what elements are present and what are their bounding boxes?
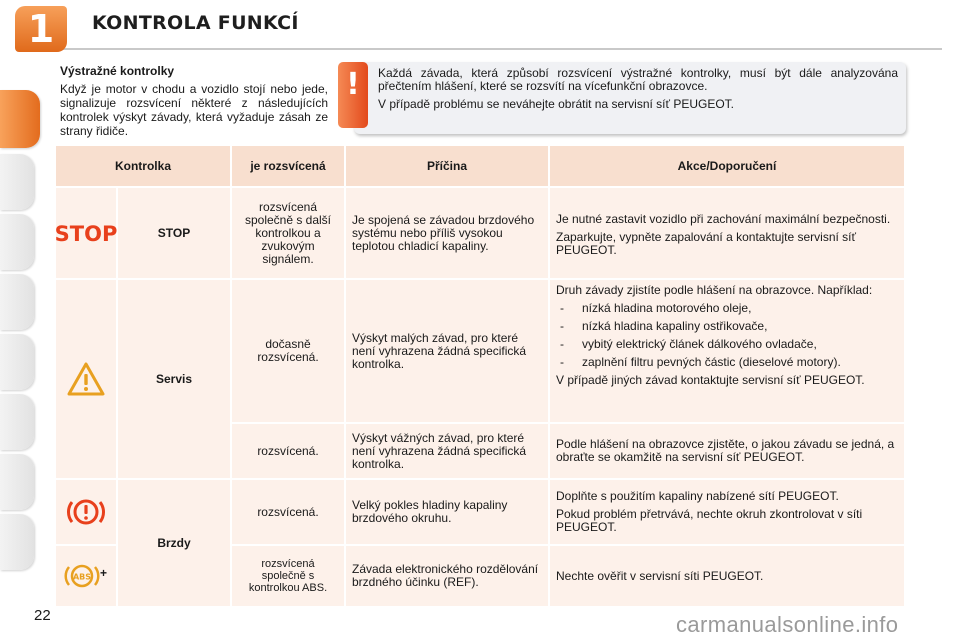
- column-header: Příčina: [346, 146, 548, 186]
- list-item: - nízká hladina kapaliny ostřikovače,: [556, 320, 898, 333]
- abs-icon-text: ABS: [72, 572, 92, 582]
- chapter-tab[interactable]: [0, 214, 34, 270]
- list-item: - vybitý elektrický článek dálkového ovladače,: [556, 338, 898, 351]
- page-number: 22: [34, 607, 51, 624]
- chapter-tab[interactable]: [0, 514, 34, 570]
- plus-sign: +: [100, 566, 108, 580]
- action-text: Druh závady zjistíte podle hlášení na obrazovce. Například:: [556, 283, 873, 297]
- warning-text: [378, 67, 898, 116]
- stop-label: STOP: [118, 188, 230, 278]
- action-text: V případě jiných závad kontaktujte servisní síť PEUGEOT.: [556, 373, 865, 387]
- chapter-badge: [15, 6, 67, 52]
- servis-cause-2-text: Výskyt vážných závad, pro které není vyhrazena žádná specifická kontrolka.: [352, 430, 527, 471]
- brzdy-label: Brzdy: [118, 480, 230, 606]
- servis-cause-1-text: Výskyt malých závad, pro které není vyhrazena žádná specifická kontrolka.: [352, 330, 527, 371]
- intro-text: Když je motor v chodu a vozidlo stojí nebo jede, signalizuje rozsvícení některé z následujících kontrolek výskyt závady, která vyžaduje zásah ze strany řidiče.: [60, 82, 328, 138]
- watermark: carmanualsonline.info: [676, 612, 899, 637]
- action-text: Zaparkujte, vypněte zapalování a kontaktujte servisní síť PEUGEOT.: [556, 230, 856, 257]
- brzdy-cause-2-text: Závada elektronického rozdělování brzdného účinku (REF).: [352, 562, 539, 589]
- brzdy-cause-1: [346, 480, 548, 544]
- chapter-tab[interactable]: [0, 334, 34, 390]
- intro-heading: Výstražné kontrolky: [60, 64, 175, 78]
- brzdy-lit-1: rozsvícená.: [232, 480, 344, 544]
- stop-cause-text: Je spojená se závadou brzdového systému nebo příliš vysokou teplotou chladicí kapaliny.: [352, 212, 535, 253]
- chapter-tabs: [0, 62, 42, 582]
- brake-icon-cell: [56, 480, 116, 544]
- servis-label: Servis: [118, 280, 230, 478]
- page-title: KONTROLA FUNKCÍ: [92, 12, 299, 34]
- brzdy-action-2-text: Nechte ověřit v servisní síti PEUGEOT.: [556, 568, 764, 583]
- stop-icon-cell: [56, 188, 116, 278]
- brzdy-action-1: [550, 480, 904, 544]
- abs-icon: [64, 562, 100, 590]
- action-text: Je nutné zastavit vozidlo při zachování maximální bezpečnosti.: [556, 212, 891, 226]
- chapter-tab[interactable]: [0, 154, 34, 210]
- intro-section: [60, 64, 328, 138]
- warning-paragraph: Každá závada, která způsobí rozsvícení výstražné kontrolky, musí být dále analyzována přečtením hlášení, které se rozsvítí na vícefunkční obrazovce.: [378, 66, 898, 93]
- servis-lit-1: dočasně rozsvícená.: [232, 280, 344, 422]
- chapter-tab[interactable]: [0, 274, 34, 330]
- chapter-number: 1: [27, 7, 55, 51]
- column-header: je rozsvícená: [232, 146, 344, 186]
- list-item: - nízká hladina motorového oleje,: [556, 302, 898, 315]
- servis-icon-cell: [56, 280, 116, 478]
- brzdy-action-2: [550, 546, 904, 606]
- servis-action-2: [550, 424, 904, 478]
- chapter-tab[interactable]: [0, 394, 34, 450]
- action-text: Pokud problém přetrvává, nechte okruh zkontrolovat v síti PEUGEOT.: [556, 507, 863, 534]
- action-text: Doplňte s použitím kapaliny nabízené sítí PEUGEOT.: [556, 489, 839, 503]
- chapter-tab[interactable]: [0, 454, 34, 510]
- brzdy-cause-1-text: Velký pokles hladiny kapaliny brzdového okruhu.: [352, 498, 508, 525]
- stop-lit: rozsvícená společně s další kontrolkou a zvukovým signálem.: [232, 188, 344, 278]
- stop-icon: [54, 220, 118, 246]
- chapter-tab-active[interactable]: [0, 90, 40, 148]
- servis-cause-1: [346, 280, 548, 422]
- stop-cause: [346, 188, 548, 278]
- warning-paragraph: V případě problému se neváhejte obrátit na servisní síť PEUGEOT.: [378, 97, 735, 111]
- brake-warning-icon: [66, 495, 106, 529]
- abs-icon-cell: [56, 546, 116, 606]
- servis-lit-2: rozsvícená.: [232, 424, 344, 478]
- stop-action: [550, 188, 904, 278]
- list-item: - zaplnění filtru pevných částic (dieselové motory).: [556, 356, 898, 369]
- column-header: Kontrolka: [56, 146, 230, 186]
- column-header: Akce/Doporučení: [550, 146, 904, 186]
- warning-triangle-icon: [66, 361, 106, 397]
- header-rule: [62, 48, 942, 50]
- servis-action-2-text: Podle hlášení na obrazovce zjistěte, o jakou závadu se jedná, a obraťte se okamžitě na servisní síť PEUGEOT.: [556, 437, 895, 464]
- stop-icon-text: STOP: [54, 222, 118, 246]
- brzdy-lit-2: rozsvícená společně s kontrolkou ABS.: [232, 546, 344, 606]
- svg-text:!: !: [346, 67, 360, 102]
- servis-cause-2: [346, 424, 548, 478]
- exclamation-icon: [336, 60, 370, 130]
- servis-list: [556, 302, 898, 369]
- brzdy-cause-2: [346, 546, 548, 606]
- servis-action-1: [550, 280, 904, 422]
